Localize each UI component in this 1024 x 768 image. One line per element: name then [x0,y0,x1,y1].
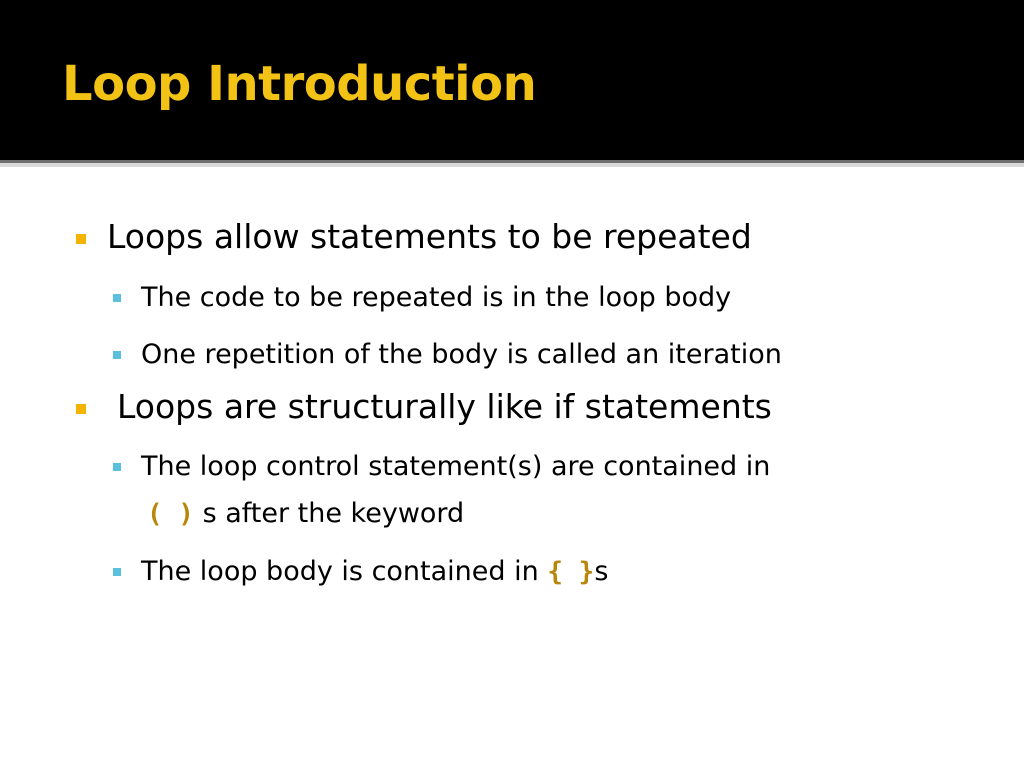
title-bar [0,0,1024,160]
bullet-marker-icon [76,234,86,244]
sub-bullet-loop-body: The code to be repeated is in the loop body [141,282,732,313]
bullet-marker-icon [76,404,86,414]
sub-bullet-control-line2 [147,497,464,531]
sub-bullet-marker-icon [113,294,121,302]
sub-bullet-body-braces [141,555,608,589]
sub-bullet-marker-icon [113,568,121,576]
sub-bullet-body-text: The loop body is contained in [141,556,539,587]
bullet-loops-repeat: Loops allow statements to be repeated [107,217,752,256]
sub-bullet-body-suffix: s [594,556,609,587]
sub-bullet-control-line1: The loop control statement(s) are contained in [141,451,771,482]
braces-code: { } [547,557,595,587]
slide-title: Loop Introduction [62,56,537,112]
title-divider-shadow [0,163,1024,167]
bullet-loops-structure: Loops are structurally like if statements [117,387,772,426]
sub-bullet-marker-icon [113,463,121,471]
parentheses-code: ( ) [147,499,194,529]
sub-bullet-control-rest: s after the keyword [202,498,465,529]
sub-bullet-iteration: One repetition of the body is called an iteration [141,339,782,370]
sub-bullet-marker-icon [113,351,121,359]
